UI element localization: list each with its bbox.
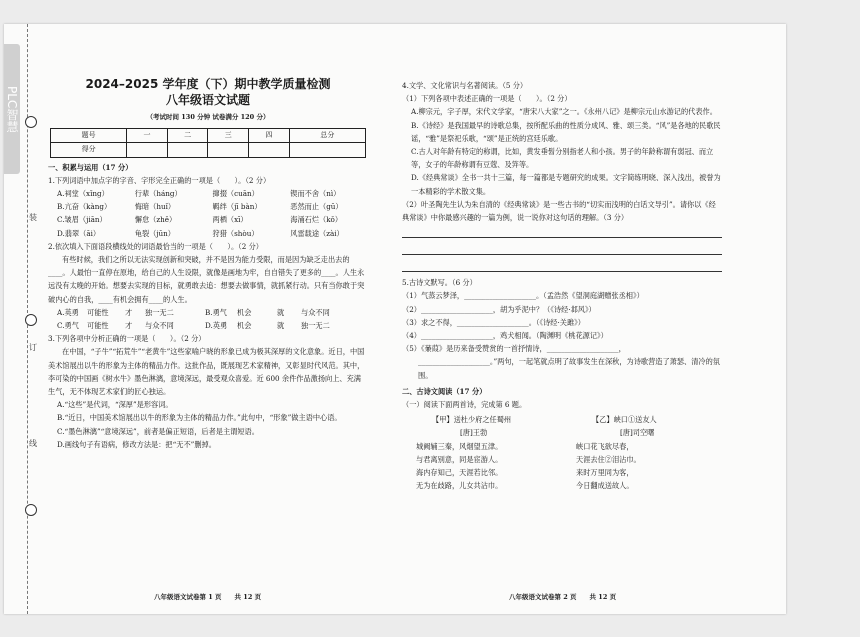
option-text: 两栖（xī）: [212, 215, 248, 225]
q4-option: A.柳宗元，字子厚，宋代文学家，“唐宋八大家”之一。《永州八记》是柳宗元山水游记的代表作。: [411, 107, 717, 117]
binding-hole: [25, 116, 37, 128]
question-4: 4.文学、文化常识与名著阅读。（5 分）: [402, 81, 528, 90]
option-text: 才: [125, 321, 133, 331]
q5-item: （2）____________________，胡为乎泥中？（《诗经·邶风》）: [402, 304, 596, 314]
section-heading: 二、古诗文阅读（17 分）: [402, 386, 487, 396]
score-table: [50, 128, 366, 157]
binding-hole: [25, 314, 37, 326]
answer-line[interactable]: [402, 259, 722, 272]
poem-author: [唐]王勃: [460, 428, 488, 438]
option-text: 机会: [237, 321, 252, 331]
q1-option-row: [48, 227, 368, 240]
option-text: 锲而不舍（nì）: [290, 189, 341, 199]
q3-option: B.“近日，中国美术馆展出以牛的形象为主体的精品力作。”此句中，“形象”做主语中心语。: [57, 413, 342, 423]
answer-line[interactable]: [402, 242, 722, 255]
q5-item: （4）____________________，鸡犬相闻。（陶渊明《桃花源记》）: [402, 331, 608, 341]
option-text: 狩猎（shòu）: [212, 228, 259, 238]
question-1: 1.下列词语中加点字的字音、字形完全正确的一项是（ ）。（2 分）: [48, 175, 271, 185]
option-text: 龟裂（jūn）: [134, 228, 175, 238]
option-text: 可能性: [87, 321, 109, 331]
score-cell[interactable]: [167, 143, 208, 157]
poem-line: 来时万里同为客，: [576, 468, 634, 478]
poem-a: [402, 413, 562, 492]
option-text: 行辈（háng）: [134, 189, 182, 199]
score-cell[interactable]: [249, 143, 290, 157]
option-text: 就: [277, 321, 285, 331]
question-3: 3.下列各项中分析正确的一项是（ ）。（2 分）: [48, 334, 206, 344]
question-4-2: （2）叶圣陶先生认为朱自清的《经典常谈》是一些古书的“切实而浅明的白话文导引”。请你以《经典常谈》中你最感兴趣的一篇为例，说一说你对这句话的理解。（3 分）: [402, 199, 716, 223]
option-text: D.翡翠（āi）: [57, 228, 101, 238]
poem-author: [唐]司空曙: [620, 428, 655, 438]
option-text: D.英勇: [205, 321, 228, 331]
option-text: 独一无二: [301, 321, 330, 331]
question-4-1: （1）下列各项中表述正确的一项是（ ）。（2 分）: [402, 94, 572, 104]
exam-title: 2024–2025 学年度（下）期中教学质量检测: [85, 77, 331, 91]
option-text: C.皱眉（jiān）: [57, 215, 107, 225]
binding-char: 线: [29, 439, 37, 448]
binding-char: 装: [29, 213, 37, 222]
score-header: 二: [167, 129, 208, 143]
poem-line: 峡口花飞欲尽春，: [576, 441, 634, 451]
option-text: 可能性: [87, 307, 109, 317]
page-footer-right: 八年级语文试卷第 2 页 共 12 页: [509, 593, 617, 601]
q1-option-row: [48, 213, 368, 226]
binding-hole: [25, 504, 37, 516]
exam-info: （考试时间 130 分钟 试卷满分 120 分）: [146, 113, 270, 121]
score-cell[interactable]: [208, 143, 249, 157]
poem-line: 与君离别意，同是宦游人。: [416, 454, 503, 464]
q5-item: ____________________。”两句，一起笔就点明了故事发生在深秋，为诗歌营造了萧瑟、清冷的氛围。: [418, 357, 720, 380]
option-text: 就: [277, 307, 285, 317]
poem-title: 【乙】峡口①送友人: [592, 415, 657, 425]
score-header: 三: [208, 129, 249, 143]
option-text: C.勇气: [57, 321, 79, 331]
section-heading: 一、积累与运用（17 分）: [48, 162, 133, 172]
score-cell[interactable]: [127, 143, 168, 157]
q1-option-row: [48, 200, 368, 213]
option-text: 机会: [237, 307, 252, 317]
option-text: 悔暗（huǐ）: [134, 202, 176, 212]
q5-item: （1）气蒸云梦泽，____________________。（孟浩然《望洞庭湖赠张丞相》）: [402, 291, 644, 301]
q1-option-row: [48, 187, 368, 200]
q5-item: （5）《蒹葭》是历来备受赞赏的一首抒情诗，____________________，: [402, 344, 626, 354]
binding-char: 订: [29, 343, 37, 352]
q4-option: D.《经典常谈》全书一共十三篇，每一篇都是专题研究的成果。文字简练明晓、深入浅出，被誉为一本精彩的学术散文集。: [411, 173, 721, 196]
poems: [402, 413, 722, 492]
answer-line[interactable]: [402, 225, 722, 238]
option-text: 恶然而止（gū）: [290, 202, 343, 212]
poem-b: [562, 413, 722, 492]
q3-option: C.“墨色淋漓”“意境深远”，前者是偏正短语，后者是主谓短语。: [57, 426, 259, 436]
q2-option-row: [48, 319, 368, 332]
option-text: 羁绊（jī bàn）: [212, 202, 262, 212]
sub-heading: （一）阅读下面两首诗，完成第 6 题。: [402, 400, 527, 410]
score-header: 题号: [51, 129, 127, 143]
score-cell[interactable]: [289, 143, 365, 157]
page-right: [402, 79, 722, 492]
score-header: 一: [127, 129, 168, 143]
q4-option: B.《诗经》是我国最早的诗歌总集，按所配乐曲的性质分成风、雅、颂三类。“风”是各地的民歌民谣，“雅”是祭祀乐歌，“颂”是正统的宫廷乐歌。: [411, 120, 721, 143]
option-text: B.勇气: [205, 307, 227, 317]
poem-line: 无为在歧路，儿女共沾巾。: [416, 481, 503, 491]
score-label: 得分: [51, 143, 127, 157]
page-left: [48, 24, 368, 451]
poem-line: 今日翻成送故人。: [576, 481, 634, 491]
question-2: 2.依次填入下面语段横线处的词语最恰当的一项是（ ）。（2 分）: [48, 241, 263, 251]
q2-passage: 有些时候，我们之所以无法实现创新和突破，并不是因为能力受限，而是因为缺乏走出去的____。人最怕一直停在原地，给自己的人生设限，就像是画地为牢，自自错失了更多的____。人生永远没有太晚的开始。想要去实现的目标，就勇敢去追：想要去做事情，就抓紧行动。只有当你敢于突破内心的自我，____有机会拥有____的人生。: [48, 255, 365, 304]
option-text: A.英勇: [57, 307, 79, 317]
option-text: 才: [125, 307, 133, 317]
score-header: 四: [249, 129, 290, 143]
option-text: B.亢奋（kàng）: [57, 202, 112, 212]
exam-subtitle: 八年级语文试题: [165, 93, 250, 107]
q3-passage: 在中国，“子牛”“拓荒牛”“老黄牛”这些家喻户晓的形象已成为极其深厚的文化意象。近日，中国美术馆展出以牛的形象为主体的精品力作。这批作品，既展现艺术家精神，又彰显时代风范。其中，李可染的中国画《树水牛》墨色淋漓，意境深远，最受观众喜爱。近 600 余件作品激扬向上、充满生气，无不体现艺术家们的匠心独运。: [48, 347, 365, 397]
q3-option: D.画线句子有语病，修改方法是：把“无不”删掉。: [57, 439, 216, 449]
poem-line: 城阙辅三秦，风烟望五津。: [416, 441, 503, 451]
option-text: 与众不同: [301, 307, 330, 317]
side-tab[interactable]: PLC智慧: [4, 44, 20, 174]
option-text: 与众不同: [145, 321, 174, 331]
q5-item: （3）求之不得，____________________。（《诗经·关雎》）: [402, 317, 585, 327]
option-text: 风雷载途（zài）: [290, 228, 344, 238]
q3-option: A.“这些”是代词，“深厚”是形容词。: [57, 400, 173, 410]
option-text: 懈怠（zhě）: [134, 215, 177, 225]
option-text: A.祠堂（xǐng）: [57, 189, 109, 199]
option-text: 独一无二: [145, 307, 174, 317]
question-5: 5.古诗文默写。（6 分）: [402, 278, 477, 288]
option-text: 海涌石烂（kǒ）: [290, 215, 343, 225]
q4-option: C.古人对年龄有特定的称谓，比如，黄发垂髫分别指老人和小孩。男子的年龄称谓有弱冠、而立等，女子的年龄称谓有豆蔻、及笄等。: [411, 147, 714, 170]
exam-sheet: [4, 24, 786, 614]
poem-line: 海内存知己，天涯若比邻。: [416, 468, 503, 478]
option-text: 撺掇（cuān）: [212, 189, 259, 199]
poem-title: 【甲】送杜少府之任蜀州: [432, 415, 512, 425]
score-header: 总分: [289, 129, 365, 143]
q2-option-row: [48, 306, 368, 319]
poem-line: 天涯去住②泪沾巾。: [576, 454, 641, 464]
page-footer-left: 八年级语文试卷第 1 页 共 12 页: [154, 593, 262, 601]
